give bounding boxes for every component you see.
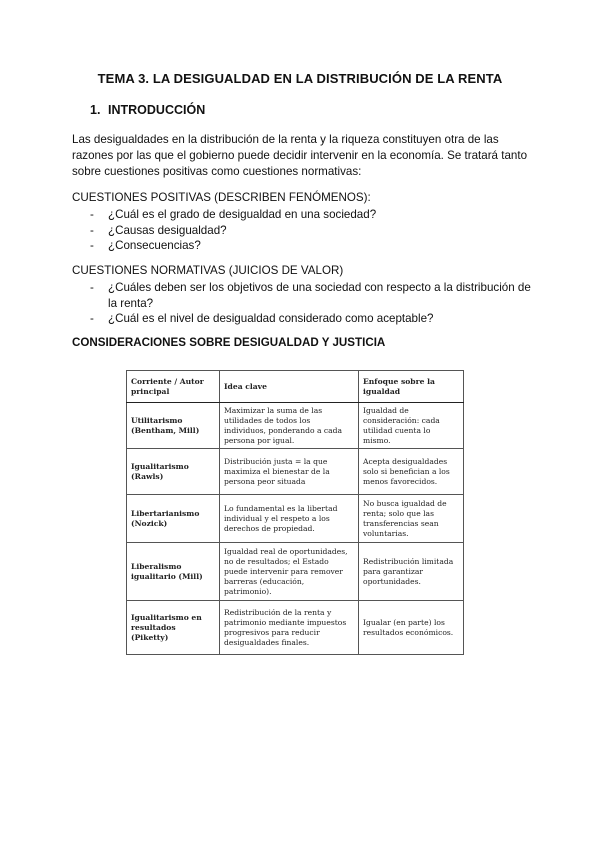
cell-idea: Igualdad real de oportunidades, no de resultados; el Estado puede intervenir para remover barreras (educación, patrimonio). xyxy=(220,543,359,601)
section-heading-introduccion xyxy=(90,103,205,117)
list-item: - ¿Consecuencias? xyxy=(90,238,540,254)
table-row xyxy=(127,543,464,601)
list-item: - ¿Cuál es el grado de desigualdad en una sociedad? xyxy=(90,207,540,223)
intro-paragraph: Las desigualdades en la distribución de la renta y la riqueza constituyen otra de las razones por las que el gobierno puede decidir intervenir en la economía. Se tratará tanto sobre cuestiones positivas como cuestiones normativas: xyxy=(72,133,528,178)
table-row xyxy=(127,601,464,655)
header-cell-author: Corriente / Autor principal xyxy=(127,371,220,403)
cell-approach: Acepta desigualdades solo si benefician a los menos favorecidos. xyxy=(359,449,464,495)
list-item: - ¿Cuáles deben ser los objetivos de una sociedad con respecto a la distribución de la renta? xyxy=(90,280,540,311)
positive-questions-heading: CUESTIONES POSITIVAS (DESCRIBEN FENÓMENOS): xyxy=(72,191,371,204)
cell-idea: Distribución justa = la que maximiza el bienestar de la persona peor situada xyxy=(220,449,359,495)
cell-author: Igualitarismo (Rawls) xyxy=(127,449,220,495)
table-row xyxy=(127,449,464,495)
section-number: 1. xyxy=(90,103,101,117)
header-cell-idea: Idea clave xyxy=(220,371,359,403)
list-item: - ¿Causas desigualdad? xyxy=(90,223,540,239)
cell-approach: Igualar (en parte) los resultados económicos. xyxy=(359,601,464,655)
cell-author: Igualitarismo en resultados (Piketty) xyxy=(127,601,220,655)
cell-author: Libertarianismo (Nozick) xyxy=(127,495,220,543)
table-row xyxy=(127,495,464,543)
document-title: TEMA 3. LA DESIGUALDAD EN LA DISTRIBUCIÓN DE LA RENTA xyxy=(97,71,503,86)
table-header-row xyxy=(127,371,464,403)
cell-approach: No busca igualdad de renta; solo que las transferencias sean voluntarias. xyxy=(359,495,464,543)
cell-idea: Maximizar la suma de las utilidades de todos los individuos, ponderando a cada persona por igual. xyxy=(220,403,359,449)
list-item: - ¿Cuál es el nivel de desigualdad considerado como aceptable? xyxy=(90,311,540,327)
table-row xyxy=(127,403,464,449)
cell-idea: Redistribución de la renta y patrimonio mediante impuestos progresivos para reducir desigualdades finales. xyxy=(220,601,359,655)
header-cell-approach: Enfoque sobre la igualdad xyxy=(359,371,464,403)
cell-approach: Redistribución limitada para garantizar oportunidades. xyxy=(359,543,464,601)
section-label: INTRODUCCIÓN xyxy=(108,103,206,117)
considerations-heading: CONSIDERACIONES SOBRE DESIGUALDAD Y JUSTICIA xyxy=(72,336,386,349)
cell-author: Liberalismo igualitario (Mill) xyxy=(127,543,220,601)
normative-questions-heading: CUESTIONES NORMATIVAS (JUICIOS DE VALOR) xyxy=(72,264,344,277)
cell-idea: Lo fundamental es la libertad individual y el respeto a los derechos de propiedad. xyxy=(220,495,359,543)
cell-author: Utilitarismo (Bentham, Mill) xyxy=(127,403,220,449)
justice-theories-table xyxy=(126,370,464,655)
cell-approach: Igualdad de consideración: cada utilidad cuenta lo mismo. xyxy=(359,403,464,449)
normative-questions-list xyxy=(90,280,540,327)
positive-questions-list xyxy=(90,207,540,254)
